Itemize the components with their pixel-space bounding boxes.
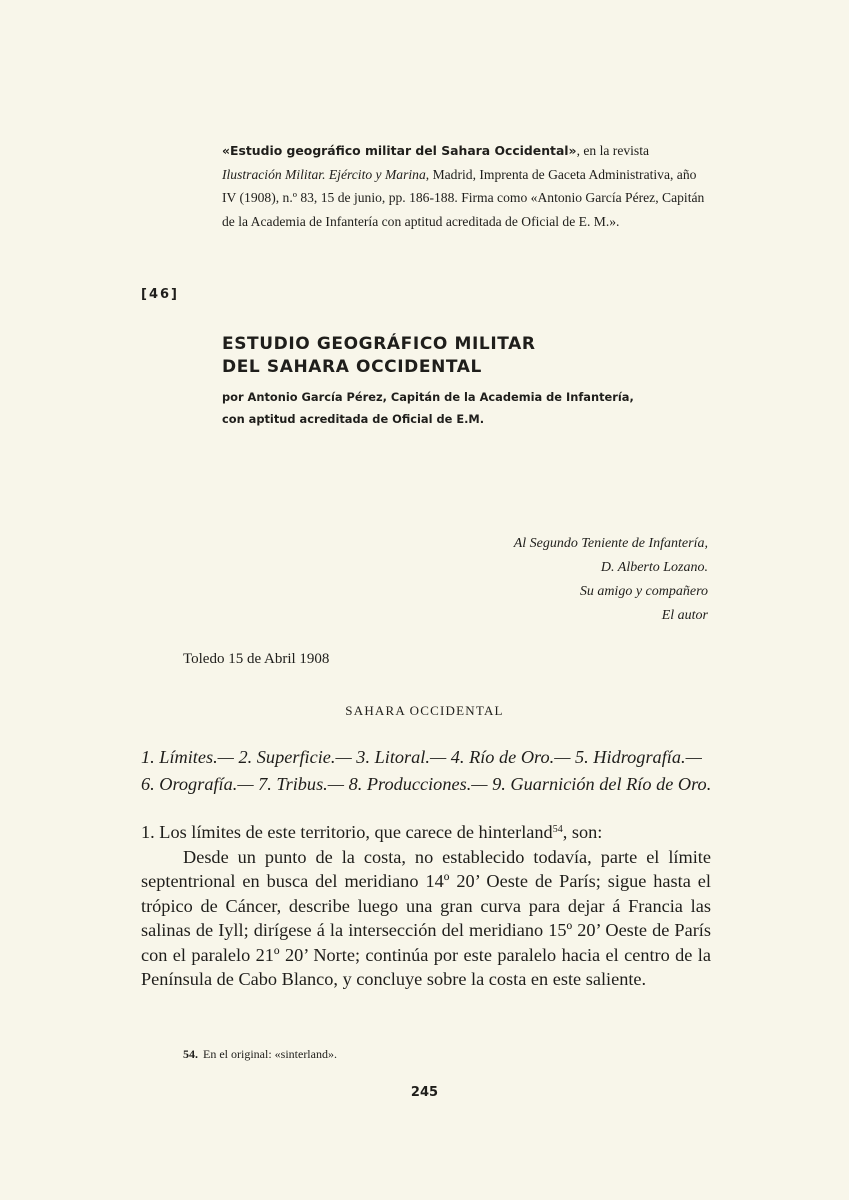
title-line-1: ESTUDIO GEOGRÁFICO MILITAR: [222, 334, 536, 354]
document-marker: [46]: [141, 287, 179, 302]
intro-text-2: , Madrid, Imprenta de Gaceta Administrativa, año IV (1908), n.º 83, 15 de junio, pp. 186-188. Firma como «Antonio García Pérez, Capitán de la Academia de Infantería con aptitud acreditada de Oficial de E. M.».: [222, 166, 705, 229]
dedication: [514, 532, 708, 628]
dedication-line: Su amigo y compañero: [579, 584, 708, 599]
paragraph-1-end: , son:: [562, 822, 603, 842]
intro-citation: [222, 139, 712, 233]
intro-bold-title: «Estudio geográfico militar del Sahara Occidental»: [222, 143, 577, 158]
byline: [222, 386, 682, 430]
page-number: 245: [410, 1085, 439, 1100]
body-text: [141, 820, 711, 992]
summary-line-2: 6. Orografía.— 7. Tribus.— 8. Producciones.— 9. Guarnición del Río de Oro.: [141, 774, 712, 794]
footnote: [183, 1047, 337, 1062]
body-paragraph-1: [141, 820, 711, 845]
footnote-text: En el original: «sinterland».: [203, 1047, 337, 1061]
footnote-reference[interactable]: 54: [552, 824, 563, 835]
paragraph-1-text: 1. Los límites de este territorio, que carece de hinterland: [141, 822, 553, 842]
intro-journal: Ilustración Militar. Ejército y Marina: [222, 166, 426, 182]
body-paragraph-2: Desde un punto de la costa, no establecido todavía, parte el límite septentrional en busca del meridiano 14º 20’ Oeste de París; sigue hasta el trópico de Cáncer, describe luego una gran curva para dejar á Francia las salinas de Iyll; dirígese á la intersección del meridiano 15º 20’ Oeste de París con el paralelo 21º 20’ Norte; continúa por este paralelo hacia el centro de la Península de Cabo Blanco, y concluye sobre la costa en este saliente.: [141, 846, 711, 989]
dedication-line: El autor: [661, 608, 708, 623]
place-date: Toledo 15 de Abril 1908: [183, 651, 330, 667]
intro-text-1: , en la revista: [576, 143, 650, 158]
page-title: [222, 333, 642, 379]
byline-line-2: con aptitud acreditada de Oficial de E.M.: [222, 412, 485, 426]
section-summary: [141, 744, 721, 798]
dedication-line: D. Alberto Lozano.: [600, 560, 708, 575]
footnote-number: 54.: [183, 1047, 198, 1061]
dedication-line: Al Segundo Teniente de Infantería,: [513, 536, 708, 551]
summary-line-1: 1. Límites.— 2. Superficie.— 3. Litoral.— 4. Río de Oro.— 5. Hidrografía.—: [141, 747, 702, 767]
section-heading: SAHARA OCCIDENTAL: [345, 703, 504, 718]
byline-line-1: por Antonio García Pérez, Capitán de la Academia de Infantería,: [222, 390, 634, 404]
title-line-2: DEL SAHARA OCCIDENTAL: [222, 357, 482, 377]
